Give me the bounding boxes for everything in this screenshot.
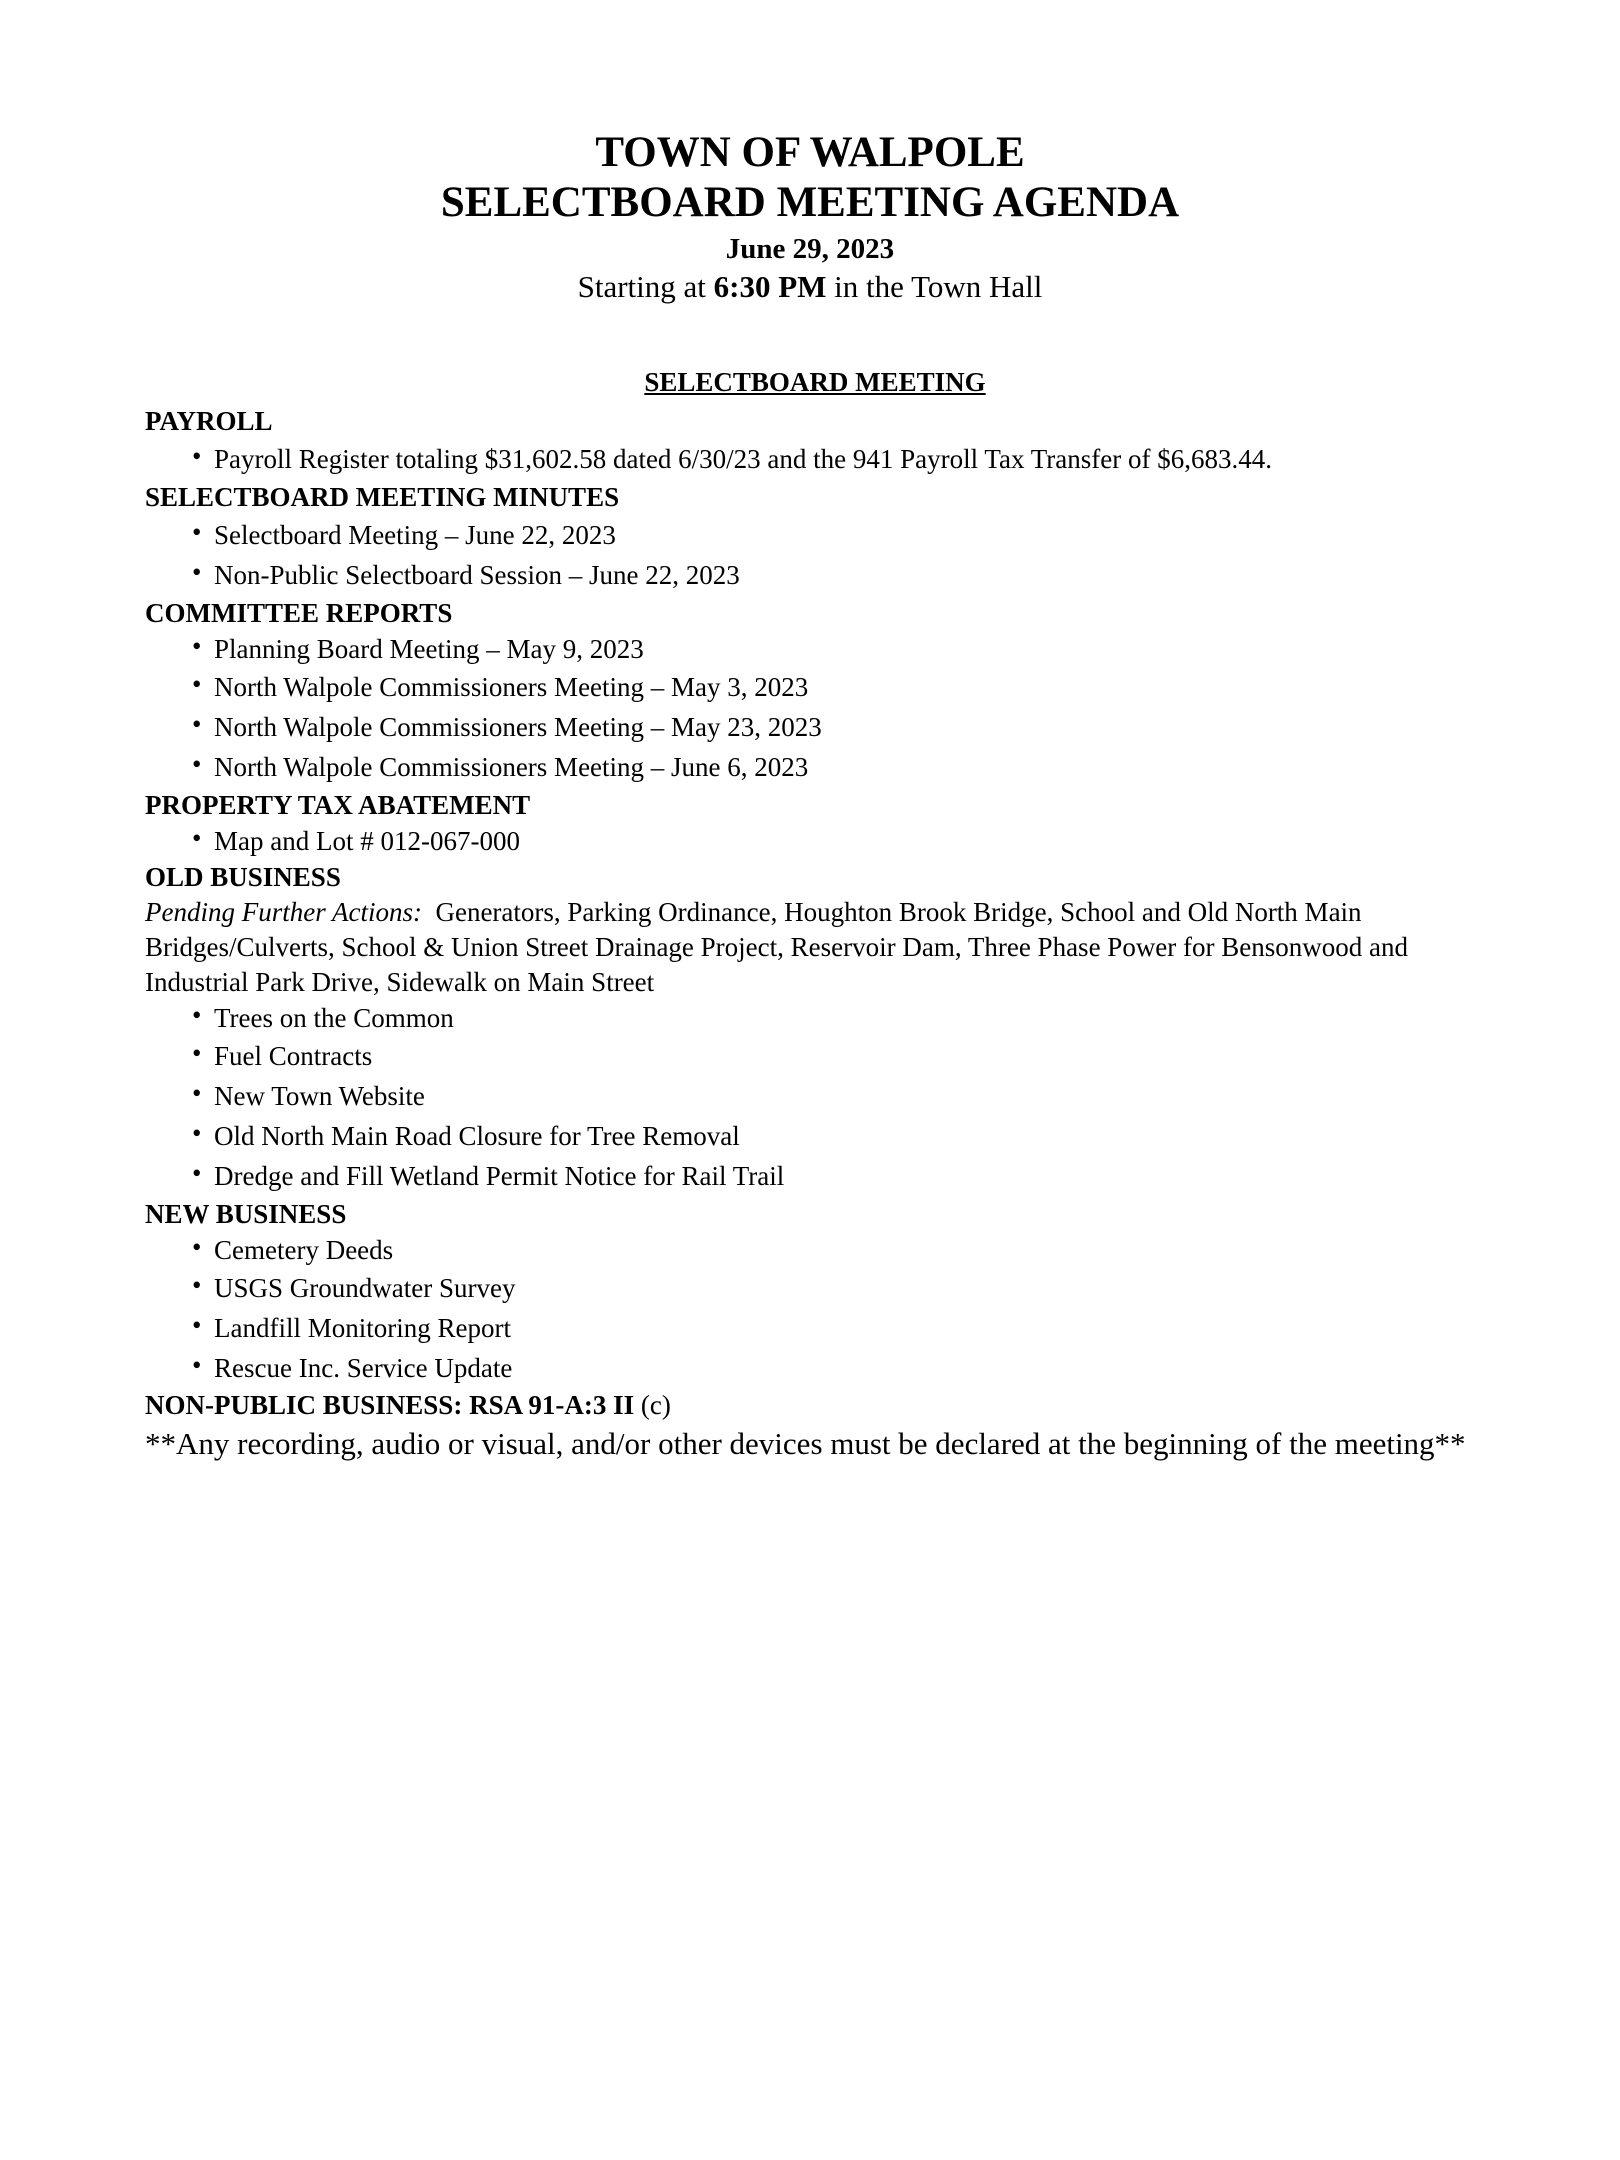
list-item: • Non-Public Selectboard Session – June 22, 2023 — [192, 555, 1485, 595]
list-item: • Trees on the Common — [192, 1000, 1485, 1036]
agenda-header — [0, 128, 1620, 306]
old-business-list — [145, 1000, 1485, 1196]
start-line — [0, 268, 1620, 306]
pending-actions — [145, 895, 1485, 1000]
start-suffix: in the Town Hall — [826, 269, 1043, 304]
start-prefix: Starting at — [577, 269, 714, 304]
recording-notice: **Any recording, audio or visual, and/or other devices must be declared at the beginning of the meeting** — [145, 1426, 1466, 1461]
non-public-business — [145, 1388, 1485, 1423]
list-item: • New Town Website — [192, 1076, 1485, 1116]
payroll-list — [145, 439, 1485, 479]
non-public-suffix: (c) — [634, 1390, 671, 1420]
section-title-new-business: NEW BUSINESS — [145, 1199, 347, 1229]
list-item: • Cemetery Deeds — [192, 1232, 1485, 1268]
list-item: • North Walpole Commissioners Meeting – June 6, 2023 — [192, 747, 1485, 787]
section-title-committee: COMMITTEE REPORTS — [145, 598, 453, 628]
town-name: TOWN OF WALPOLE — [595, 129, 1025, 176]
pending-label: Pending Further Actions: — [145, 897, 422, 927]
list-item: • North Walpole Commissioners Meeting – May 23, 2023 — [192, 707, 1485, 747]
list-item: • USGS Groundwater Survey — [192, 1268, 1485, 1308]
abatement-list — [145, 823, 1485, 859]
list-item: • Rescue Inc. Service Update — [192, 1348, 1485, 1388]
minutes-list — [145, 515, 1485, 595]
list-item: • Payroll Register totaling $31,602.58 dated 6/30/23 and the 941 Payroll Tax Transfer of $6,683.44. — [192, 439, 1485, 479]
list-item: • Map and Lot # 012-067-000 — [192, 823, 1485, 859]
start-time: 6:30 PM — [713, 269, 827, 304]
agenda-body — [145, 365, 1485, 1463]
meeting-date: June 29, 2023 — [725, 233, 895, 265]
list-item: • North Walpole Commissioners Meeting – May 3, 2023 — [192, 667, 1485, 707]
meeting-heading: SELECTBOARD MEETING — [644, 367, 986, 397]
pending-text: Generators, Parking Ordinance, Houghton Brook Bridge, School and Old North Main Bridges/Culverts, School & Union Street Drainage Project, Reservoir Dam, Three Phase Power for Bensonwood and Industrial Park Drive, Sidewalk on Main Street — [145, 897, 1415, 997]
non-public-title: NON-PUBLIC BUSINESS: RSA 91-A:3 II — [145, 1390, 635, 1420]
list-item: • Planning Board Meeting – May 9, 2023 — [192, 631, 1485, 667]
list-item: • Landfill Monitoring Report — [192, 1308, 1485, 1348]
list-item: • Selectboard Meeting – June 22, 2023 — [192, 515, 1485, 555]
new-business-list — [145, 1232, 1485, 1388]
section-title-minutes: SELECTBOARD MEETING MINUTES — [145, 482, 620, 512]
list-item: • Fuel Contracts — [192, 1036, 1485, 1076]
list-item: • Old North Main Road Closure for Tree Removal — [192, 1116, 1485, 1156]
section-title-abatement: PROPERTY TAX ABATEMENT — [145, 790, 531, 820]
list-item: • Dredge and Fill Wetland Permit Notice for Rail Trail — [192, 1156, 1485, 1196]
committee-list — [145, 631, 1485, 787]
section-title-old-business: OLD BUSINESS — [145, 862, 341, 892]
agenda-title: SELECTBOARD MEETING AGENDA — [440, 179, 1180, 226]
section-title-payroll: PAYROLL — [145, 406, 273, 436]
